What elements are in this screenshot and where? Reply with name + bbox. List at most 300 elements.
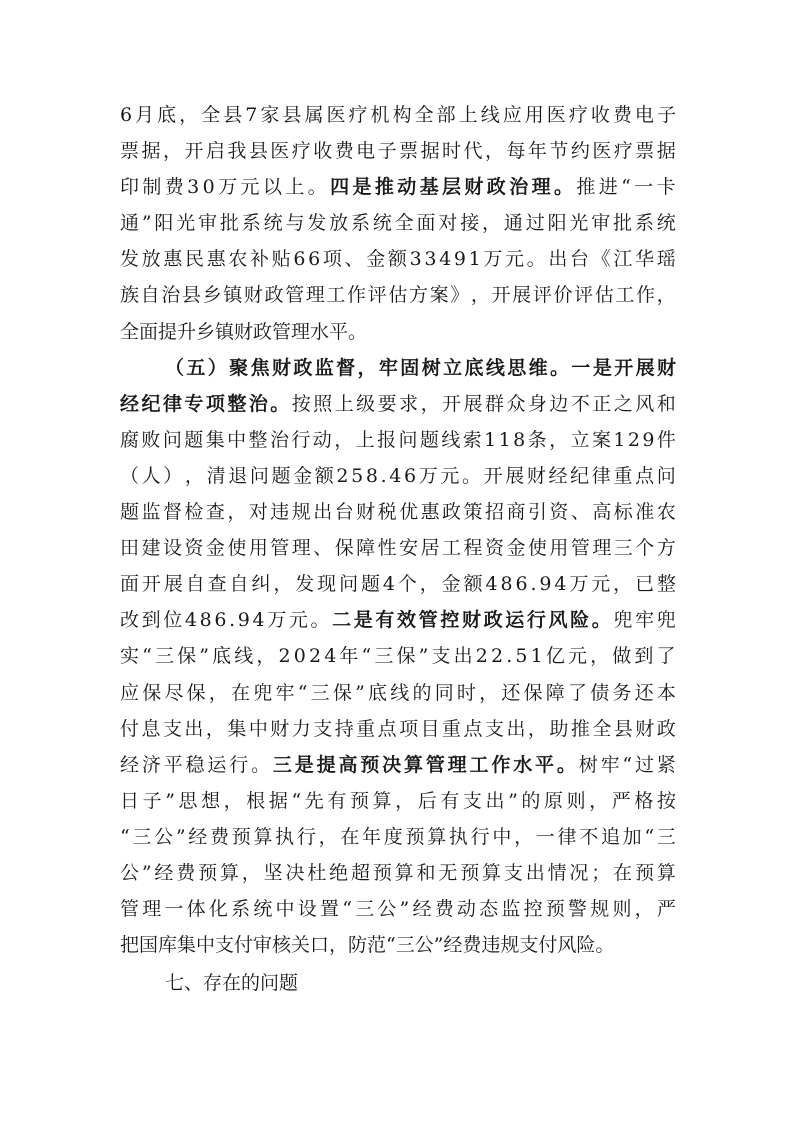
bold-text: 政 (293, 356, 313, 379)
text: ， (613, 573, 633, 596)
text: 行 (470, 825, 490, 848)
text: 收 (590, 104, 610, 126)
text: 2 (491, 645, 504, 668)
text: 元 (240, 176, 260, 199)
text-line (120, 350, 676, 386)
text: . (506, 645, 513, 668)
bold-text: 维 (528, 356, 548, 379)
text: 做 (612, 645, 632, 668)
text: 居 (420, 537, 440, 560)
text: ” (508, 789, 518, 812)
text: 先 (304, 789, 324, 812)
text: 清 (206, 464, 226, 487)
text: 和 (656, 392, 676, 415)
text: 后 (417, 789, 437, 812)
text: 金 (506, 537, 526, 560)
text: 风 (635, 392, 655, 415)
text: 制 (142, 176, 162, 199)
text: 我 (227, 140, 247, 163)
text: 执 (275, 825, 295, 848)
text: ， (470, 284, 490, 307)
text: 用 (549, 537, 569, 560)
bold-text: 运 (505, 609, 525, 632)
text: 理 (142, 898, 162, 921)
text: 0 (293, 645, 306, 668)
text: 批 (219, 212, 239, 235)
text: 2 (627, 428, 640, 451)
text: 算 (372, 789, 392, 812)
text: 支 (313, 717, 333, 740)
bold-text: 是 (592, 356, 612, 379)
text: 时 (442, 140, 462, 163)
text: 引 (527, 501, 547, 524)
text: 出 (313, 501, 333, 524)
text: 还 (501, 681, 521, 704)
text: 查 (205, 501, 225, 524)
text: 点 (377, 717, 397, 740)
text: 8 (365, 464, 378, 487)
text: 算 (427, 825, 447, 848)
text: ” (141, 861, 152, 884)
text: 接 (460, 212, 480, 235)
text: 批 (613, 212, 633, 235)
bold-text: 管 (418, 609, 438, 632)
text: 展 (163, 573, 183, 596)
text: 亿 (545, 645, 565, 668)
text: 问 (656, 464, 676, 487)
text: 败 (141, 428, 161, 451)
text-line (120, 277, 676, 313)
text: ， (634, 898, 654, 921)
text: ， (184, 464, 204, 487)
text: ” (199, 645, 209, 668)
text: 违 (270, 501, 290, 524)
text: 保 (396, 645, 416, 668)
bold-text: 四 (330, 176, 350, 199)
text: 资 (549, 501, 569, 524)
text: ， (484, 140, 504, 163)
text: 预 (460, 861, 480, 884)
text: 本 (656, 681, 676, 704)
text: 加 (622, 825, 642, 848)
text: 点 (463, 717, 483, 740)
text: ， (227, 501, 247, 524)
text: 构 (392, 104, 412, 126)
text: 坚 (263, 861, 283, 884)
text: 问 (339, 573, 359, 596)
text: 杜 (307, 861, 327, 884)
text: 4 (389, 464, 402, 487)
text: 原 (543, 789, 563, 812)
text: “ (621, 176, 631, 199)
text: 金 (205, 537, 225, 560)
text: 经 (120, 753, 140, 776)
text: 元 (567, 645, 587, 668)
text: . (530, 573, 537, 596)
text: 预 (405, 825, 425, 848)
text: 一 (535, 825, 555, 848)
text: 8 (513, 428, 526, 451)
text: 1 (484, 428, 497, 451)
text: 照 (313, 392, 333, 415)
text: 审 (198, 212, 218, 235)
text: 性 (377, 537, 397, 560)
text: 9 (539, 573, 552, 596)
text: 使 (527, 537, 547, 560)
text: 则 (612, 898, 632, 921)
text: 光 (176, 212, 196, 235)
text: 疗 (348, 104, 368, 126)
text: 统 (656, 212, 676, 235)
text: 中 (492, 825, 512, 848)
text: ， (208, 681, 228, 704)
text: 在 (613, 861, 633, 884)
text: 每 (506, 140, 526, 163)
text: 设 (162, 537, 182, 560)
text: 全面提升乡镇财政管理水平。 (120, 320, 368, 343)
text: 身 (527, 392, 547, 415)
bold-text: 项 (205, 392, 225, 415)
text: 律 (591, 464, 611, 487)
text: 票 (399, 140, 419, 163)
text: 启 (205, 140, 225, 163)
text: 农 (228, 248, 248, 271)
text: 到 (141, 609, 161, 632)
text: 之 (613, 392, 633, 415)
text: 全 (592, 717, 612, 740)
text: 医 (546, 104, 566, 126)
bold-text: 聚 (229, 356, 249, 379)
text: 稳 (185, 753, 205, 776)
text: 严 (611, 789, 631, 812)
text-line (120, 747, 676, 783)
text: ， (273, 573, 293, 596)
text: 与 (285, 212, 305, 235)
text: 阳 (547, 212, 567, 235)
text: 财 (526, 464, 546, 487)
text: 对 (248, 501, 268, 524)
text: 一 (634, 176, 654, 199)
text: 额 (387, 248, 407, 271)
bold-text: 纪 (141, 392, 161, 415)
text: 费 (612, 104, 632, 126)
body-text (120, 97, 676, 963)
text: 集 (205, 428, 225, 451)
text: 万 (569, 573, 589, 596)
text: 据 (268, 789, 288, 812)
text: 作 (347, 284, 367, 307)
bold-text: 是 (352, 176, 372, 199)
text-line (120, 638, 676, 674)
bold-text: 层 (442, 176, 462, 199)
text: 设 (297, 898, 317, 921)
text: 况 (569, 861, 589, 884)
text: 纪 (570, 464, 590, 487)
text: 警 (568, 898, 588, 921)
text: 元 (440, 464, 460, 487)
text: 规 (590, 898, 610, 921)
text-line (120, 566, 676, 602)
text: 日 (120, 789, 140, 812)
text: 治 (161, 284, 181, 307)
text: 1 (613, 428, 626, 451)
text: 金 (293, 464, 313, 487)
text: 贴 (271, 248, 291, 271)
text: 题 (184, 428, 204, 451)
text: 按 (291, 392, 311, 415)
text: 政 (656, 717, 676, 740)
text: 系 (241, 212, 261, 235)
text: 经 (154, 861, 174, 884)
text: 点 (635, 464, 655, 487)
text: 4 (324, 645, 337, 668)
text: 程 (463, 537, 483, 560)
text: 江 (613, 248, 633, 271)
text: 展 (463, 392, 483, 415)
text: 紧 (656, 753, 676, 776)
bold-text: 五 (186, 356, 206, 379)
text: 财 (270, 717, 290, 740)
text: 超 (350, 861, 370, 884)
text: 放 (141, 248, 161, 271)
text: 进 (598, 176, 618, 199)
text: 态 (479, 898, 499, 921)
bold-text: 理 (447, 753, 467, 776)
text: 卡 (656, 176, 676, 199)
text: 预 (349, 789, 369, 812)
text-line (120, 133, 676, 169)
bold-text: 险 (570, 609, 590, 632)
text: 已 (635, 573, 655, 596)
text: 问 (398, 428, 418, 451)
text: 监 (501, 898, 521, 921)
text: 族 (120, 284, 140, 307)
text: 有 (440, 789, 460, 812)
text: 三 (154, 645, 174, 668)
text: 保 (332, 681, 352, 704)
text: 机 (370, 104, 390, 126)
text: 济 (141, 753, 161, 776)
text: 级 (356, 392, 376, 415)
text-line (120, 386, 676, 422)
bold-text: 。 (556, 753, 576, 776)
bold-text: 水 (513, 753, 533, 776)
text: 过 (634, 753, 654, 776)
text: 中 (227, 428, 247, 451)
text: 正 (592, 392, 612, 415)
text: 目 (420, 717, 440, 740)
text: 化 (208, 898, 228, 921)
bold-text: 焦 (250, 356, 270, 379)
text: ” (399, 898, 410, 921)
text: 经 (412, 898, 432, 921)
text: 自 (185, 573, 205, 596)
text: 台 (334, 501, 354, 524)
text: 策 (463, 501, 483, 524)
text: 4 (252, 609, 265, 632)
text: 工 (442, 537, 462, 560)
text-line (120, 97, 676, 133)
text: 代 (463, 140, 483, 163)
text: 元 (591, 573, 611, 596)
text: 兜 (656, 609, 676, 632)
text: 方 (408, 284, 428, 307)
text: 严 (656, 898, 676, 921)
text: 算 (253, 825, 273, 848)
text: 题 (271, 464, 291, 487)
text: 不 (570, 392, 590, 415)
text: ， (514, 825, 534, 848)
text: ， (223, 789, 243, 812)
text: 统 (253, 898, 273, 921)
text: 6 (120, 104, 133, 126)
text: 作 (636, 284, 656, 307)
text: 一 (164, 898, 184, 921)
text: 线 (234, 645, 254, 668)
text: 。 (307, 176, 327, 199)
text: 推 (570, 717, 590, 740)
text: 人 (141, 464, 161, 487)
bold-text: 展 (635, 356, 655, 379)
text: 5 (351, 464, 364, 487)
text: 预 (231, 825, 251, 848)
text: 1 (468, 248, 481, 271)
text: 债 (590, 681, 610, 704)
text: 体 (186, 898, 206, 921)
bold-text: 专 (184, 392, 204, 415)
text: 华 (635, 248, 655, 271)
text: 费 (210, 825, 230, 848)
bold-text: 效 (397, 609, 417, 632)
text: 平 (163, 753, 183, 776)
text: 重 (356, 717, 376, 740)
text: “ (644, 825, 655, 848)
text: 1 (530, 645, 543, 668)
text-line (120, 530, 676, 566)
text: 据 (141, 140, 161, 163)
bold-text: 财 (461, 609, 481, 632)
bold-text: 算 (403, 753, 423, 776)
text: 督 (162, 501, 182, 524)
text: 1 (498, 428, 511, 451)
text-line (120, 675, 676, 711)
bold-text: 三 (272, 753, 292, 776)
text: ， (419, 573, 439, 596)
text-line (120, 314, 676, 350)
text: 三 (132, 825, 152, 848)
text: 光 (569, 212, 589, 235)
text: 件 (656, 428, 676, 451)
text: 商 (506, 501, 526, 524)
text: 》 (450, 284, 470, 307)
text: 上 (458, 104, 478, 126)
text: 算 (219, 861, 239, 884)
text: 评 (574, 284, 594, 307)
text: ， (395, 789, 415, 812)
text: 阳 (154, 212, 174, 235)
text: 年 (527, 140, 547, 163)
text: 的 (521, 789, 541, 812)
text: 系 (231, 898, 251, 921)
text: 用 (248, 537, 268, 560)
text: 监 (141, 501, 161, 524)
text: 把国库集中支付审核关口，防范“三公”经费违规支付风险。 (120, 934, 615, 957)
text: 工 (615, 284, 635, 307)
text: 经 (188, 825, 208, 848)
text: 力 (291, 717, 311, 740)
text: 惠 (420, 501, 440, 524)
text: 线 (390, 681, 410, 704)
text: 4 (439, 248, 452, 271)
text: 和 (416, 861, 436, 884)
text: 有 (327, 789, 347, 812)
text-line (120, 855, 676, 891)
text: 上 (334, 392, 354, 415)
text: 票 (120, 140, 140, 163)
bold-text: 思 (507, 356, 527, 379)
bold-text: 基 (419, 176, 439, 199)
text: 全 (201, 104, 221, 126)
text: 改 (120, 609, 140, 632)
text: 律 (557, 825, 577, 848)
text: 位 (163, 609, 183, 632)
text: 兜 (253, 681, 273, 704)
text: 务 (612, 681, 632, 704)
text: 行 (229, 753, 249, 776)
text: 的 (412, 681, 432, 704)
text: 节 (549, 140, 569, 163)
text: 审 (591, 212, 611, 235)
text: 子 (656, 104, 676, 126)
text: 医 (270, 140, 290, 163)
text: 题 (419, 428, 439, 451)
text: 情 (547, 861, 567, 884)
text: 条 (527, 428, 547, 451)
text: 9 (237, 609, 250, 632)
text: 展 (512, 284, 532, 307)
text: 乡 (202, 284, 222, 307)
text: 估 (388, 284, 408, 307)
text: 政 (264, 284, 284, 307)
text: 三 (374, 645, 394, 668)
text: 保 (142, 681, 162, 704)
bold-text: 整 (227, 392, 247, 415)
text: 不 (579, 825, 599, 848)
text: 出 (184, 717, 204, 740)
text: 开 (141, 573, 161, 596)
bold-text: ， (357, 356, 377, 379)
text: 6 (293, 248, 306, 271)
section-heading-existing-problems: 七、存在的问题 (165, 972, 299, 994)
text: 管 (285, 284, 305, 307)
text: 线 (480, 104, 500, 126)
text: 保 (177, 645, 197, 668)
text: 、 (313, 537, 333, 560)
text: 整 (656, 573, 676, 596)
text: ， (318, 825, 338, 848)
text: 据 (656, 140, 676, 163)
bold-text: 决 (382, 753, 402, 776)
text: 准 (635, 501, 655, 524)
text: 整 (248, 428, 268, 451)
text: ， (549, 428, 569, 451)
bold-text: 财 (271, 356, 291, 379)
text: ， (482, 212, 502, 235)
text: 在 (340, 825, 360, 848)
text: 属 (304, 104, 324, 126)
text: 息 (141, 717, 161, 740)
text: 6 (308, 248, 321, 271)
